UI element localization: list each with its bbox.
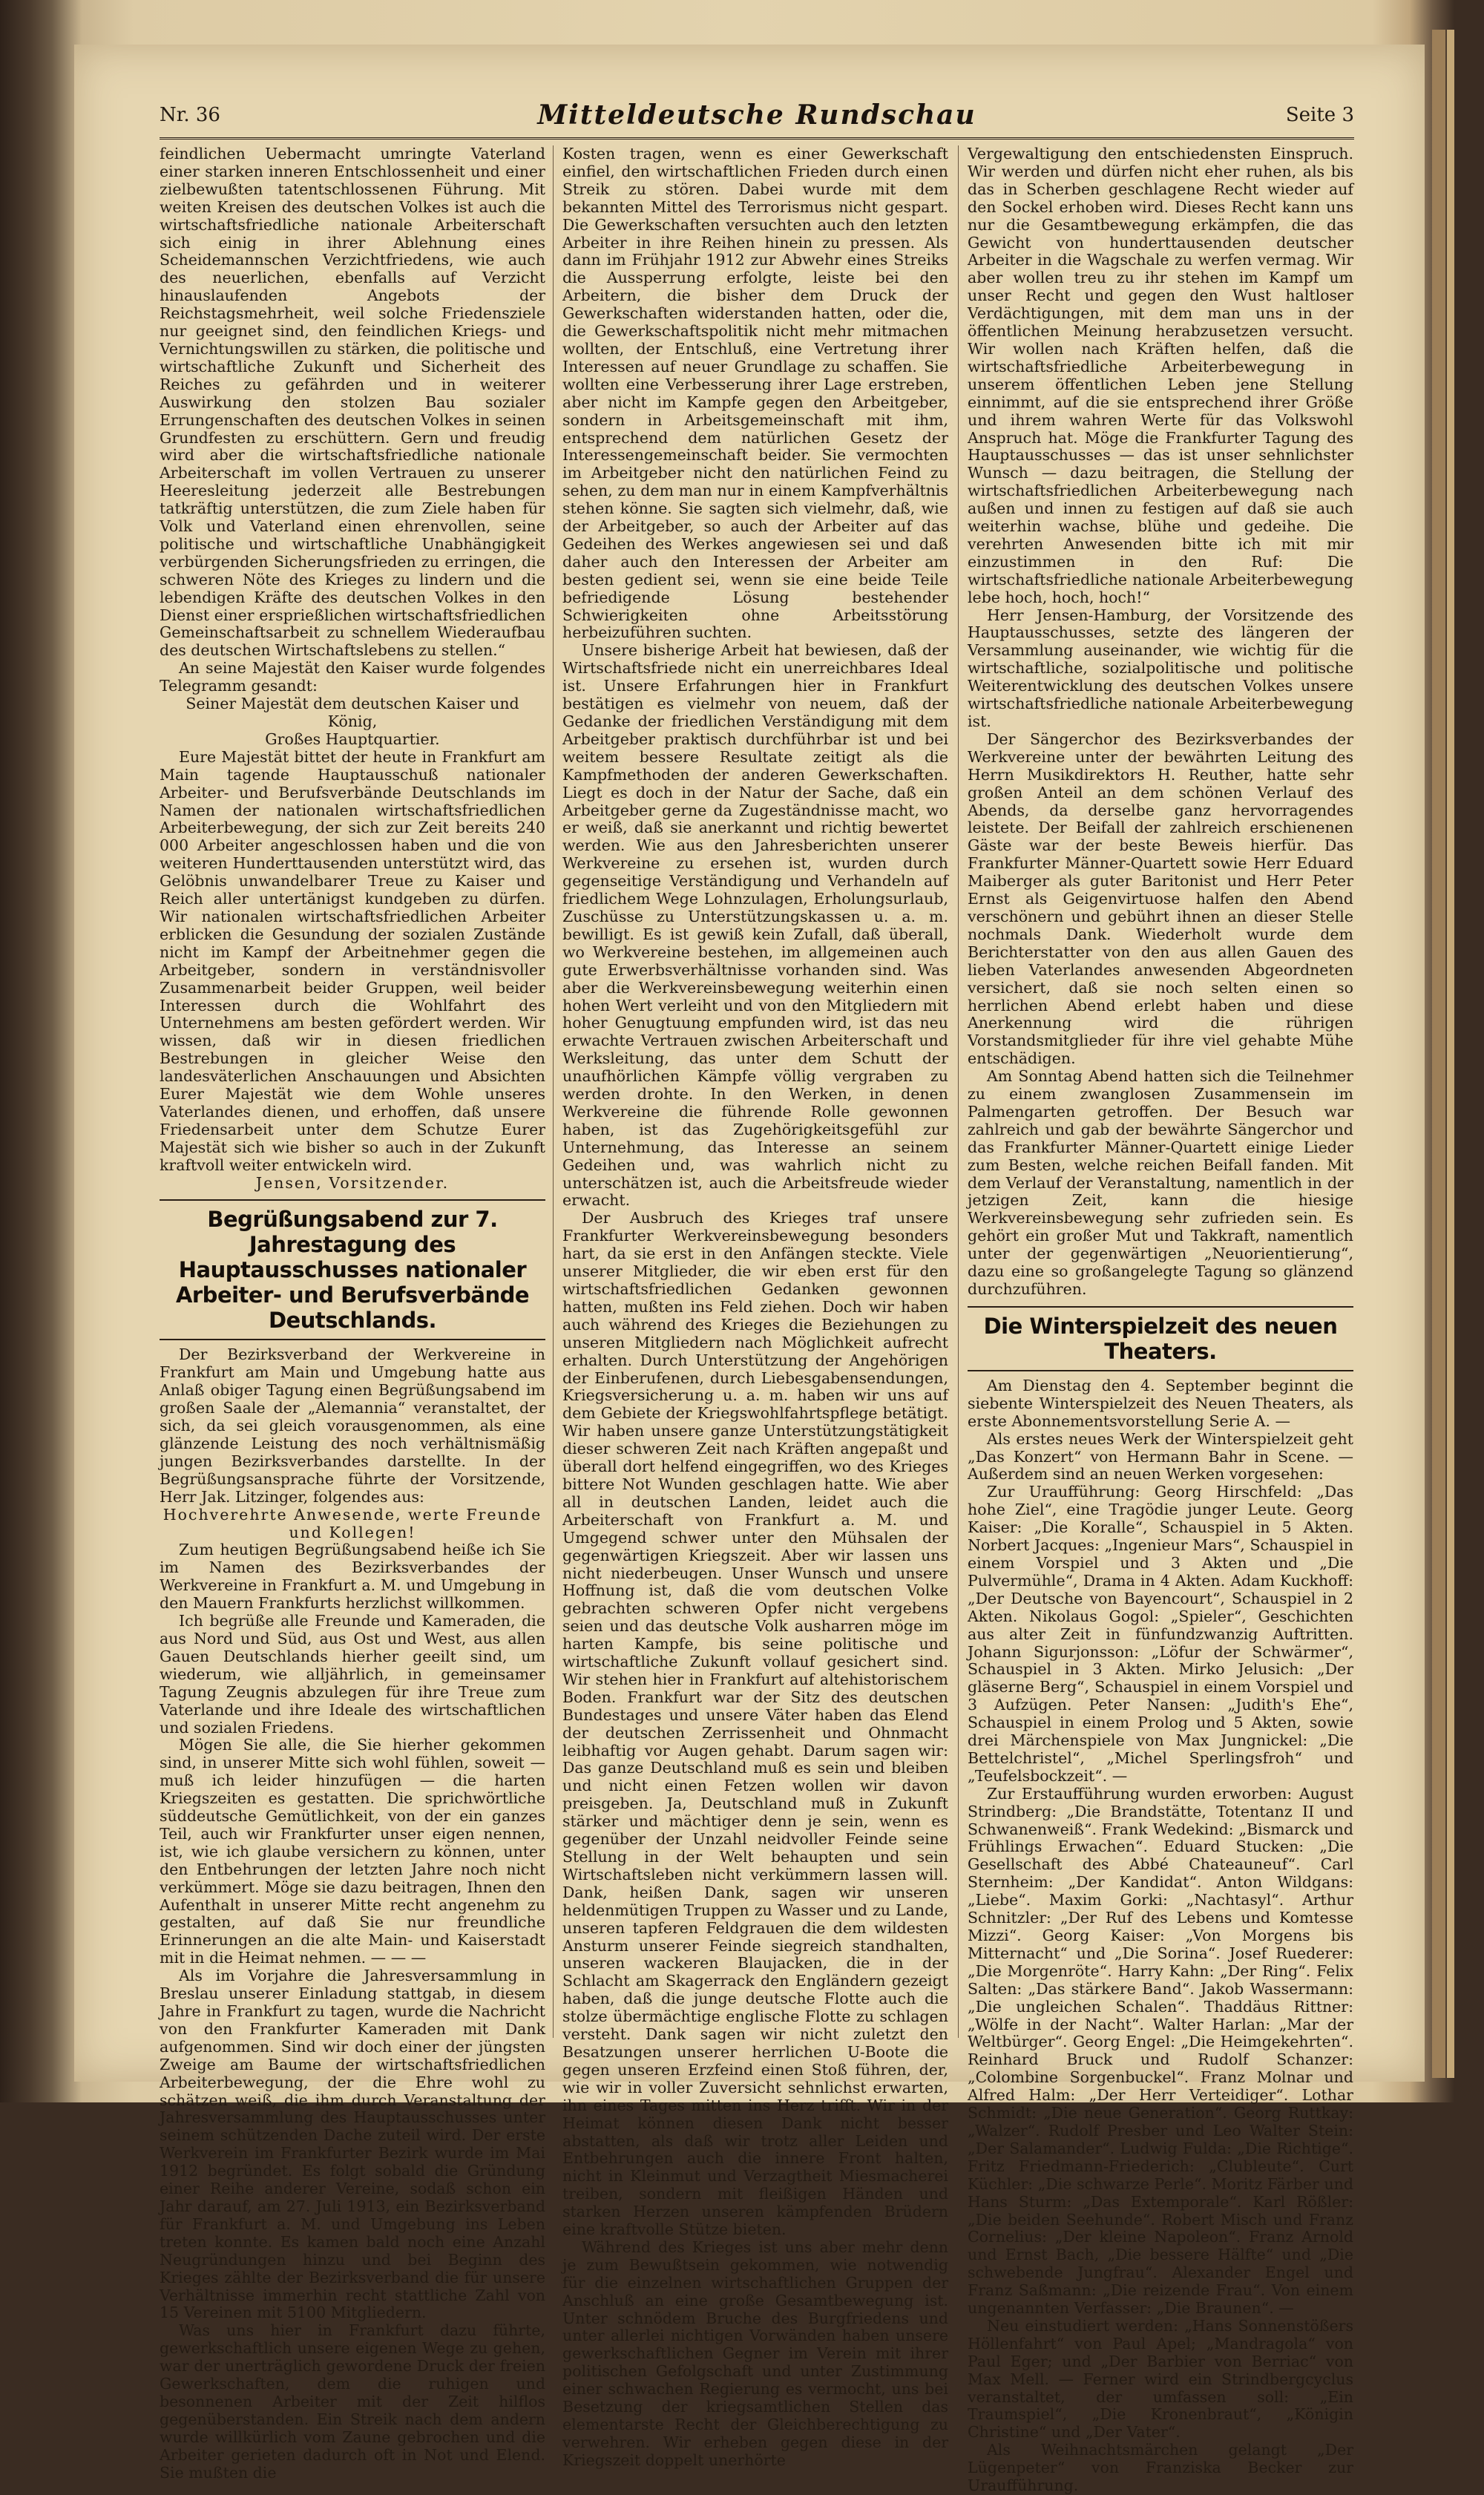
paragraph: Mögen Sie alle, die Sie hierher gekommen sind, in unserer Mitte sich wohl fühlen, soweit — muß ich leider hinzufügen — die harten Kriegszeiten es gestatten. Die sprichwörtliche süddeutsche Gemütlichkeit, von der ein ganzes Teil, auch wir Frankfurter unser eigen nennen, ist, wie ich glaube versichern zu können, unter den Entbehrungen der letzten Jahre noch nicht verkümmert. Möge sie dazu beitragen, Ihnen den Aufenthalt in unserer Mitte recht angenehm zu gestalten, auf daß Sie nur freundliche Erinnerungen an die alte Main- und Kaiserstadt mit in die Heimat nehmen. — — — (160, 1736, 545, 1967)
paragraph: Zur Uraufführung: Georg Hirschfeld: „Das hohe Ziel“, eine Tragödie junger Leute. Georg Kaiser: „Die Koralle“, Schauspiel in 5 Akten. Norbert Jacques: „Ingenieur Mars“, Schauspiel in einem Vorspiel und 3 Akten und „Die Pulvermühle“, Drama in 4 Akten. Adam Kuckhoff: „Der Deutsche von Bayencourt“, Schauspiel in 2 Akten. Nikolaus Gogol: „Spieler“, Geschichten aus alter Zeit in fünfundzwanzig Auftritten. Johann Sigurjonsson: „Löfur der Schwärmer“, Schauspiel in 3 Akten. Mirko Jelusich: „Der gläserne Berg“, Schauspiel in einem Vorspiel und 3 Aufzügen. Peter Nansen: „Judith's Ehe“, Schauspiel in einem Prolog und 5 Akten, sowie drei Märchenspiele von Max Jungnickel: „Die Bettelchristel“, „Michel Sperlingsfroh“ und „Teufelsbockzeit“. — (968, 1483, 1353, 1785)
article-heading: Begrüßungsabend zur 7. Jahrestagung des Hauptausschusses nationaler Arbeiter- und Berufsverbände Deutschlands. (160, 1199, 545, 1340)
paragraph: Als erstes neues Werk der Winterspielzeit geht „Das Konzert“ von Hermann Bahr in Scene. — Außerdem sind an neuen Werken vorgesehen: (968, 1429, 1353, 1483)
page-edge (1432, 30, 1445, 2078)
paragraph: Was uns hier in Frankfurt dazu führte, gewerkschaftlich unsere eigenen Wege zu gehen, war der unerträglich gewordene Druck der freien Gewerkschaften, dem die ruhigen und besonnenen Arbeiter mit der Zeit hilflos gegenüberstanden. Ein Streik nach dem andern wurde willkürlich vom Zaune gebrochen und die Arbeiter gerieten dadurch oft in Not und Elend. Sie mußten die (160, 2321, 545, 2482)
page-header (160, 96, 1354, 140)
paragraph: Der Bezirksverband der Werkvereine in Frankfurt am Main und Umgebung hatte aus Anlaß obiger Tagung einen Begrüßungsabend im großen Saale der „Alemannia“ veranstaltet, der sich, da sei gleich vorausgenommen, als eine glänzende Leistung des noch verhältnismäßig jungen Bezirksverbandes darstellte. In der Begrüßungsansprache führte der Vorsitzende, Herr Jak. Litzinger, folgendes aus: (160, 1345, 545, 1506)
issue-number: Nr. 36 (160, 104, 220, 126)
column-3 (968, 145, 1353, 2495)
page-number: Seite 3 (1285, 104, 1354, 126)
paragraph: Am Sonntag Abend hatten sich die Teilnehmer zu einem zwanglosen Zusammensein im Palmengarten getroffen. Der Besuch war zahlreich und gab der bewährte Sängerchor und das Frankfurter Männer-Quartett einige Lieder zum Besten, welche reichen Beifall fanden. Mit dem Verlauf der Veranstaltung, namentlich in der jetzigen Zeit, kann die hiesige Werkvereinsbewegung sehr zufrieden sein. Es gehört ein großer Mut und Takkraft, namentlich unter der gegenwärtigen „Neuorientierung“, dazu eine so großangelegte Tagung so glänzend durchzuführen. (968, 1067, 1353, 1298)
column-2 (562, 145, 948, 2469)
paragraph: Als im Vorjahre die Jahresversammlung in Breslau unserer Einladung stattgab, in diesem Jahre in Frankfurt zu tagen, wurde die Nachricht von den Frankfurter Kameraden mit Dank aufgenommen. Sind wir doch einer der jüngsten Zweige am Baume der wirtschaftsfriedlichen Arbeiterbewegung, der die Ehre wohl zu schätzen weiß, die ihm durch Veranstaltung der Jahresversammlung des Hauptausschusses unter seinem schützenden Dache zuteil wird. Der erste Werkverein im Frankfurter Bezirk wurde im Mai 1912 begründet. Es folgt sobald die Gründung einer Reihe anderer Vereine, sodaß schon ein Jahr darauf, am 27. Juli 1913, ein Bezirksverband für Frankfurt a. M. und Umgebung ins Leben treten konnte. Es kamen bald noch eine Anzahl Neugründungen hinzu und bei Beginn des Krieges zählte der Bezirksverband die für unsere Verhältnisse immerhin recht stattliche Zahl von 15 Vereinen mit 5100 Mitgliedern. (160, 1967, 545, 2322)
masthead-title: Mitteldeutsche Rundschau (537, 99, 976, 131)
paragraph: Am Dienstag den 4. September beginnt die siebente Winterspielzeit des Neuen Theaters, als erste Abonnementsvorstellung Serie A. — (968, 1376, 1353, 1430)
paragraph: Unsere bisherige Arbeit hat bewiesen, daß der Wirtschaftsfriede nicht ein unerreichbares Ideal ist. Unsere Erfahrungen hier in Frankfurt bestätigen es vielmehr von neuem, daß der Gedanke der friedlichen Verständigung mit dem Arbeitgeber praktisch durchführbar ist und bei weitem bessere Resultate zeitigt als die Kampfmethoden der anderen Gewerkschaften. Liegt es doch in der Natur der Sache, daß ein Arbeitgeber gerne da Zugeständnisse macht, wo er weiß, daß sie anerkannt und richtig bewertet werden. Wie aus den Jahresberichten unserer Werkvereine zu ersehen ist, wurden durch gegenseitige Verständigung und Verhandeln auf friedlichem Wege Lohnzulagen, Erholungsurlaub, Zuschüsse zu Unterstützungskassen u. a. m. bewilligt. Es ist gewiß kein Zufall, daß überall, wo Werkvereine bestehen, im allgemeinen auch gute Erwerbsverhältnisse vorhanden sind. Was aber die Werkvereinsbewegung weiterhin einen hohen Wert verleiht und von den Mitgliedern mit hoher Genugtuung empfunden wird, ist das neu erwachte Vertrauen zwischen Arbeiterschaft und Werksleitung, das unter dem Schutt der unaufhörlichen Kämpfe völlig vergraben zu werden drohte. In den Werken, in denen Werkvereine die führende Rolle gewonnen haben, ist das Zugehörigkeitsgefühl zur Unternehmung, das Interesse an seinem Gedeihen und, was wahrlich nicht zu unterschätzen ist, auch die Arbeitsfreude wieder erwacht. (562, 641, 948, 1210)
telegram-address: Großes Hauptquartier. (265, 730, 440, 748)
salutation: Hochverehrte Anwesende, werte Freunde und Kollegen! (162, 1505, 542, 1541)
column-1 (160, 145, 545, 2482)
article-heading: Die Winterspielzeit des neuen Theaters. (968, 1306, 1353, 1371)
paragraph: Kosten tragen, wenn es einer Gewerkschaft einfiel, den wirtschaftlichen Frieden durch einen Streik zu stören. Dabei wurde mit dem bekannten Mittel des Terrorismus nicht gespart. Die Gewerkschaften versuchten auch den letzten Arbeiter in ihre Reihen hinein zu pressen. Als dann im Frühjahr 1912 zur Abwehr eines Streiks die Aussperrung erfolgte, leiste bei den Arbeitern, die bisher dem Druck der Gewerkschaften widerstanden hatten, oder die, die Gewerkschaftspolitik nicht mehr mitmachen wollten, der Entschluß, eine Vertretung ihrer Interessen auf neuer Grundlage zu schaffen. Sie wollten eine Verbesserung ihrer Lage erstreben, aber nicht im Kampfe gegen den Arbeitgeber, sondern in Arbeitsgemeinschaft mit ihm, entsprechend dem natürlichen Gesetz der Interessengemeinschaft beider. Sie vermochten im Arbeitgeber nicht den natürlichen Feind zu sehen, zu dem man nur in einem Kampfverhältnis stehen könne. Sie sagten sich vielmehr, daß, wie der Arbeitgeber, so auch der Arbeiter auf das Gedeihen des Werkes angewiesen sei und daß daher auch den Interessen der Arbeiter am besten gedient sei, wenn sie eine beide Teile befriedigende Lösung bestehender Schwierigkeiten ohne Arbeitsstörung herbeizuführen suchten. (562, 145, 948, 642)
paragraph: feindlichen Uebermacht umringte Vaterland einer starken inneren Entschlossenheit und einer zielbewußten tatentschlossenen Führung. Mit weiten Kreisen des deutschen Volkes ist auch die wirtschaftsfriedliche nationale Arbeiterschaft sich einig in ihrer Ablehnung eines Scheidemannschen Verzichtfriedens, wie auch des neuerlichen, ebenfalls auf Verzicht hinauslaufenden Angebots der Reichstagsmehrheit, weil solche Friedensziele nur geeignet sind, den feindlichen Kriegs- und Vernichtungswillen zu stärken, die politische und wirtschaftliche Zukunft und Sicherheit des Reiches zu gefährden und in weiterer Auswirkung den stolzen Bau sozialer Errungenschaften des deutschen Volkes in seinen Grundfesten zu erschüttern. Gern und freudig wird aber die wirtschaftsfriedliche nationale Arbeiterschaft im vollen Vertrauen zu unserer Heeresleitung jederzeit alle Bestrebungen tatkräftig unterstützen, die zum Ziele haben für Volk und Vaterland einen ehrenvollen, seine politische und wirtschaftliche Unabhängigkeit verbürgenden Sicherungsfrieden zu erringen, die schweren Nöte des Krieges zu lindern und die lebendigen Kräfte des deutschen Volkes in den Dienst einer ersprießlichen wirtschaftsfriedlichen Gemeinschaftsarbeit zu schnellem Wiederaufbau des deutschen Wirtschaftslebens zu stellen.“ (160, 145, 545, 660)
paragraph: Während des Krieges ist uns aber mehr denn je zum Bewußtsein gekommen, wie notwendig für die einzelnen wirtschaftlichen Gruppen der Anschluß an eine große Gesamtbewegung ist. Unter schnödem Bruche des Burgfriedens und unter allerlei nichtigen Vorwänden haben unsere gewerkschaftlichen Gegner im Verein mit ihrer politischen Gefolgschaft und unter Zustimmung einer schwachen Regierung es vermocht, uns bei Besetzung der kriegsamtlichen Stellen das elementarste Recht der Gleichberechtigung zu verwehren. Wir erheben gegen diese in der Kriegszeit doppelt unerhörte (562, 2237, 948, 2469)
column-divider (553, 145, 554, 2038)
paragraph: Herr Jensen-Hamburg, der Vorsitzende des Hauptausschusses, setzte des längeren der Versammlung auseinander, wie wichtig für die wirtschaftliche, sozialpolitische und politische Weiterentwicklung des deutschen Volkes unsere wirtschaftsfriedliche nationale Arbeiterbewegung ist. (968, 606, 1353, 730)
paragraph: Neu einstudiert werden: „Hans Sonnenstößers Höllenfahrt“ von Paul Apel; „Mandragola“ von Paul Eger; und „Der Barbier von Berriac“ von Max Mell. — Ferner wird ein Strindbergcyclus veranstaltet, der umfassen soll: „Ein Traumspiel“, „Die Kronenbraut“, „Königin Christine“ und „Der Vater“. (968, 2316, 1353, 2442)
paragraph: Vergewaltigung den entschiedensten Einspruch. Wir werden und dürfen nicht eher ruhen, als bis das in Scherben geschlagene Recht wieder auf den Sockel erhoben wird. Dieses Recht kann uns nur die Gesamtbewegung erkämpfen, die das Gewicht von hunderttausenden deutscher Arbeiter in die Wagschale zu werfen vermag. Wir aber wollen treu zu ihr stehen im Kampf um unser Recht und gegen den Wust haltloser Verdächtigungen, mit dem man uns in der öffentlichen Meinung herabzusetzen versucht. Wir wollen nach Kräften helfen, daß die wirtschaftsfriedliche Arbeiterbewegung in unserem öffentlichen Leben jene Stellung einnimmt, auf die sie entsprechend ihrer Größe und ihrem wahren Werte für das Volkswohl Anspruch hat. Möge die Frankfurter Tagung des Hauptausschusses — das ist unser sehnlichster Wunsch — dazu beitragen, die Stellung der wirtschaftsfriedlichen Arbeiterbewegung nach außen und innen zu festigen auf daß sie auch weiterhin wachse, blühe und gedeihe. Die verehrten Anwesenden bitte ich mit mir einzustimmen in den Ruf: Die wirtschaftsfriedliche nationale Arbeiterbewegung lebe hoch, hoch, hoch!“ (968, 145, 1353, 606)
paragraph: An seine Majestät den Kaiser wurde folgendes Telegramm gesandt: (160, 659, 545, 695)
paragraph: Der Sängerchor des Bezirksverbandes der Werkvereine unter der bewährten Leitung des Herrn Musikdirektors H. Reuther, hatte sehr großen Anteil an dem schönen Verlauf des Abends, da derselbe ganz hervorragendes leistete. Der Beifall der zahlreich erschienenen Gäste war der beste Beweis hierfür. Das Frankfurter Männer-Quartett sowie Herr Eduard Maiberger als guter Baritonist und Herr Peter Ernst als Geigenvirtuose halfen den Abend verschönern und gebührt ihnen an dieser Stelle nochmals Dank. Wiederholt wurde dem Berichterstatter von den aus allen Gauen des lieben Vaterlandes anwesenden Abgeordneten versichert, daß sie noch selten einen so herrlichen Abend erlebt haben und diese Anerkennung wird die rührigen Vorstandsmitglieder für ihre viel gehabte Mühe entschädigen. (968, 730, 1353, 1068)
telegram-text: Eure Majestät bittet der heute in Frankfurt am Main tagende Hauptausschuß nationaler Arbeiter- und Berufsverbände Deutschlands im Namen der nationalen wirtschaftsfriedlichen Arbeiterbewegung, der sich zur Zeit bereits 240 000 Arbeiter angeschlossen haben und die von weiteren Hunderttausenden unterstützt wird, das Gelöbnis unwandelbarer Treue zu Kaiser und Reich aller untertänigst kundgeben zu dürfen. Wir nationalen wirtschaftsfriedlichen Arbeiter erblicken die Gesundung der sozialen Zustände nicht im Kampf der Arbeitnehmer gegen die Arbeitgeber, sondern in verständnisvoller Zusammenarbeit beider Gruppen, weil beider Interessen durch die Wohlfahrt des Unternehmens am besten gefördert werden. Wir wissen, daß wir in diesen friedlichen Bestrebungen in gleicher Weise den landesväterlichen Anschauungen und Absichten Eurer Majestät wie dem Wohle unseres Vaterlandes dienen, und erhoffen, daß unsere Friedensarbeit unter dem Schutze Eurer Majestät sich wie bisher so auch in der Zukunft kraftvoll weiter entwickeln wird. (160, 747, 545, 1174)
signature: Jensen, Vorsitzender. (255, 1173, 450, 1192)
paragraph: Zur Erstaufführung wurden erworben: August Strindberg: „Die Brandstätte, Totentanz II und Schwanenweiß“. Frank Wedekind: „Bismarck und Frühlings Erwachen“. Eduard Stucken: „Die Gesellschaft des Abbé Chateauneuf“. Carl Sternheim: „Der Kandidat“. Anton Wildgans: „Liebe“. Maxim Gorki: „Nachtasyl“. Arthur Schnitzler: „Der Ruf des Lebens und Komtesse Mizzi“. Georg Kaiser: „Von Morgens bis Mitternacht“ und „Die Sorina“. Josef Ruederer: „Die Morgenröte“. Harry Kahn: „Der Ring“. Felix Salten: „Das stärkere Band“. Jakob Wassermann: „Die ungleichen Schalen“. Thaddäus Rittner: „Wölfe in der Nacht“. Walter Harlan: „Mar der Weltbürger“. Georg Engel: „Die Heimgekehrten“. Reinhard Bruck und Rudolf Schanzer: „Colombine Sorgenbuckel“. Franz Molnar und Alfred Halm: „Der Herr Verteidiger“. Lothar Schmidt: „Die neue Generation“. Georg Ruttkay: „Walzer“. Rudolf Presber und Leo Walter Stein: „Der Salamander“. Ludwig Fulda: „Die Richtige“. Fritz Friedmann-Friederich: „Clubleute“. Curt Küchler: „Die schwarze Perle“. Moritz Färber und Hans Sturm: „Das Extemporale“. Karl Rößler: „Die beiden Seehunde“. Robert Misch und Franz Cornelius: „Der kleine Napoleon“. Franz Arnold und Ernst Bach, „Die bessere Hälfte“ und „Die schwebende Jungfrau“. Alexander Engel und Franz Saßmann: „Die reizende Frau“. Von einem ungenannten Verfasser: „Die Braunen“. — (968, 1784, 1353, 2318)
telegram-address: Seiner Majestät dem deutschen Kaiser und König, (186, 695, 519, 730)
paragraph: Der Ausbruch des Krieges traf unsere Frankfurter Werkvereinsbewegung besonders hart, da sie erst in den Anfängen steckte. Viele unserer Mitglieder, die wir eben erst für den wirtschaftsfriedlichen Gedanken gewonnen hatten, mußten ins Feld ziehen. Doch wir haben auch während des Krieges die Beziehungen zu unseren Mitgliedern nach Möglichkeit aufrecht erhalten. Durch Unterstützung der Angehörigen der Einberufenen, durch Liebesgabensendungen, Kriegsversicherung u. a. m. haben wir uns auf dem Gebiete der Kriegswohlfahrtspflege betätigt. Wir haben unsere ganze Unterstützungstätigkeit dieser schweren Zeit nach Kräften angepaßt und überall dort helfend eingegriffen, wo des Krieges bittere Not Wunden geschlagen hatte. Wie aber all in deutschen Landen, leidet auch die Arbeiterschaft von Frankfurt a. M. und Umgegend schwer unter den Mühsalen der gegenwärtigen Kriegszeit. Aber wir lassen uns nicht niederbeugen. Unser Wunsch und unsere Hoffnung ist, daß die vom deutschen Volke gebrachten schweren Opfer nicht vergebens seien und das deutsche Volk ausharren möge im harten Kampfe, bis seine politische und wirtschaftliche Zukunft vollauf gesichert sind. Wir stehen hier in Frankfurt auf altehistorischem Boden. Frankfurt war der Sitz des deutschen Bundestages und unsere Väter haben das Elend der deutschen Zerrissenheit und Ohnmacht leibhaftig vor Augen gehabt. Darum sagen wir: Das ganze Deutschland muß es sein und bleiben und nicht einen Fetzen wollen wir davon preisgeben. Ja, Deutschland muß in Zukunft stärker und mächtiger denn je sein, wenn es gegenüber der Unzahl neidvoller Feinde seine Stellung in der Welt behaupten und sein Wirtschaftsleben nicht verkümmern lassen will. Dank, heißen Dank, sagen wir unseren heldenmütigen Truppen zu Wasser und zu Lande, unseren tapferen Feldgrauen die dem wildesten Ansturm unserer Feinde siegreich standhalten, unseren wackeren Blaujacken, die in der Schlacht am Skagerrack den Engländern gezeigt haben, daß die junge deutsche Flotte auch die stolze übermächtige englische Flotte zu schlagen versteht. Dank sagen wir nicht zuletzt den Besatzungen unserer herrlichen U-Boote die gegen unseren Erzfeind einen Stoß führen, der, wie wir in voller Zuversicht sehnlichst erwarten, ihn eines Tages mitten ins Herz trifft. Wir in der Heimat können diesen Dank nicht besser abstatten, als daß wir trotz aller Leiden und Entbehrungen auch die innere Front halten, nicht in Kleinmut und Verzagtheit Miesmacherei treiben, sondern mit fleißigen Händen und starken Herzen unseren kämpfenden Brüdern eine kraftvolle Stütze bieten. (562, 1209, 948, 2239)
paragraph: Zum heutigen Begrüßungsabend heiße ich Sie im Namen des Bezirksverbandes der Werkvereine in Frankfurt a. M. und Umgebung in den Mauern Frankfurts herzlichst willkommen. (160, 1541, 545, 1613)
page-edge (1447, 30, 1454, 2078)
paragraph: Ich begrüße alle Freunde und Kameraden, die aus Nord und Süd, aus Ost und West, aus allen Gauen Deutschlands hierher geeilt sind, um wiederum, wie alljährlich, in gemeinsamer Tagung Zeugnis abzulegen für ihre Treue zum Vaterlande und ihre Ideale des wirtschaftlichen und sozialen Friedens. (160, 1612, 545, 1737)
paragraph: Als Weihnachtsmärchen gelangt „Der Lügenpeter“ von Franziska Becker zur Uraufführung. (968, 2441, 1353, 2495)
column-divider (958, 145, 959, 2038)
